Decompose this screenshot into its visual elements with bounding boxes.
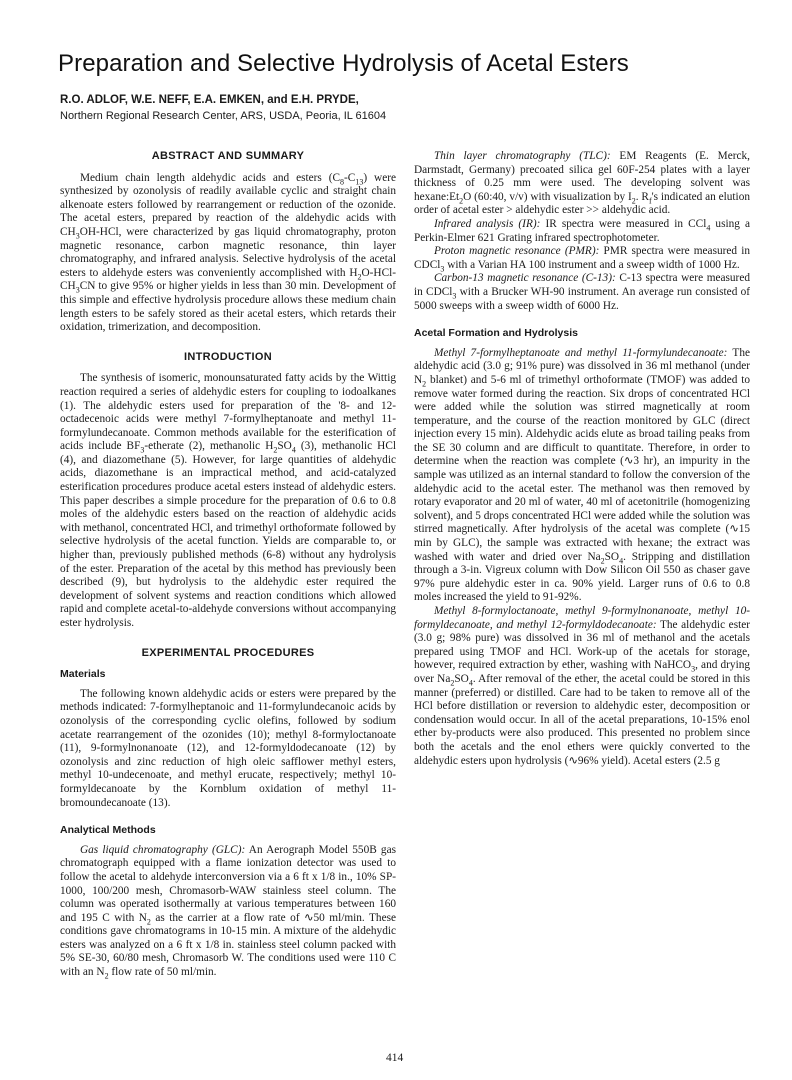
acetal-paragraph-2: Methyl 8-formyloctanoate, methyl 9-formylnonanoate, methyl 10-formyldecanoate, and methyl 12-formyldodecanoate: The aldehydic ester (3.0 g; 98% pure) was dissolved in 36 ml of methanol and the acetals prepared using TMOF and HCl. Work-up of the acetals for storage, however, required extraction by ether, washing with NaHCO$_3$, and drying over $Na_2SO_4$. After removal of the ether, the acetal could be stored in this manner (preferred) or distilled. Care had to be taken to remove all of the HCl before distillation or reversion to aldehydic ester, decomposition or condensation would occur. In all of the acetal preparations, 10-15% enol ether by-products were also produced. This presented no problem since both the acetals and the enol ethers were quickly converted to the aldehydic esters upon hydrolysis (∿96% yield). Acetal esters (2.5 g: [414, 605, 750, 767]
tlc-paragraph: Thin layer chromatography (TLC): EM Reagents (E. Merck, Darmstadt, Germany) precoated silica gel 60F-254 plates with a layer thickness of 0.25 mm were used. The developing solvent was $hexane:Et_2O$ (60:40, v/v) with visualization by $I_2$. $R_f's$ indicated an elution order of acetal ester > aldehydic ester >> aldehydic acid.: [414, 150, 750, 217]
article-title: Preparation and Selective Hydrolysis of Acetal Esters: [58, 50, 629, 77]
abstract-paragraph: Medium chain length aldehydic acids and esters $(C_8-C_{13})$ were synthesized by ozonolysis of readily available cyclic and straight chain alkenoate esters followed by rearrangement or reduction of the ozonide. The acetal esters, prepared by reaction of the aldehydic acids with $CH_3OH$-HCl, were characterized by gas liquid chromatography, proton magnetic resonance, carbon magnetic resonance, thin layer chromatography, and infrared analysis. Selective hydrolysis of the acetal esters to aldehyde esters was conveniently accomplished with $H_2O-HCl-CH_3CN$ to give 95% or higher yields in less than 30 min. Development of this simple and effective hydrolysis procedure allows these medium chain length esters to be safely stored as their acetal esters, which retards their oxidation, trimerization, and decomposition.: [60, 171, 396, 334]
materials-paragraph: The following known aldehydic acids or esters were prepared by the methods indicated: 7-formylheptanoic and 11-formylundecanoic acids by ozonolysis of the corresponding cyclic olefins, followed by sodium acetate rearrangement of the ozonides (10); methyl 8-formyloctanoate (11), 9-formylnonanoate (12), and 12-formyldodecanoate (12) by ozonolysis and zinc reduction of high oleic safflower methyl esters, methyl 10-undecenoate, and methyl erucate, respectively; methyl 10-formyldecanoate by the Kornblum oxidation of methyl 11-bromoundecanoate (13).: [60, 687, 396, 809]
right-column: [414, 150, 750, 1040]
author-list: R.O. ADLOF, W.E. NEFF, E.A. EMKEN, and E.H. PRYDE,: [60, 94, 359, 106]
c13-paragraph: Carbon-13 magnetic resonance (C-13): C-13 spectra were measured in CDCl$_3$ with a Brucker WH-90 instrument. An average run consisted of 5000 sweeps with a sweep width of 6000 Hz.: [414, 272, 750, 312]
author-affiliation: Northern Regional Research Center, ARS, USDA, Peoria, IL 61604: [60, 110, 387, 122]
materials-heading: Materials: [60, 668, 106, 681]
pmr-paragraph: Proton magnetic resonance (PMR): PMR spectra were measured in CDCl$_3$ with a Varian HA 100 instrument and a sweep width of 1000 Hz.: [414, 245, 750, 273]
acetal-formation-heading: Acetal Formation and Hydrolysis: [414, 327, 578, 340]
glc-paragraph: Gas liquid chromatography (GLC): An Aerograph Model 550B gas chromatograph equipped with a flame ionization detector was used to follow the acetal to aldehyde interconversion via a 6 ft x 1/8 in., 10% SP-1000, 100/200 mesh, Chromasorb-WAW stainless steel column. The column was operated isothermally at various temperatures between 160 and 195 C with $N_2$ as the carrier at a flow rate of ∿50 ml/min. These conditions gave chromatograms in 10-15 min. A mixture of the aldehydic esters was analyzed on a 6 ft x 1/8 in. stainless steel column packed with 5% SE-30, 60/80 mesh, Chromasorb W. The conditions used were 110 C with an $N_2$ flow rate of 50 ml/min.: [60, 843, 396, 981]
introduction-heading: INTRODUCTION: [184, 350, 272, 363]
analytical-methods-heading: Analytical Methods: [60, 824, 156, 837]
introduction-paragraph: The synthesis of isomeric, monounsaturated fatty acids by the Wittig reaction required a series of aldehydic esters for coupling to iodoalkanes (1). The aldehydic esters used for preparation of the '8- and 12-octadecenoic acids were methyl 7-formylheptanoate and methyl 11-formylundecanoate. Common methods available for the esterification of acids include $BF_3$-etherate (2), methanolic $H_2SO_4$ (3), methanolic HCl (4), and diazomethane (5). However, for large quantities of aldehydic acids, diazomethane is an impractical method, and acid-catalyzed esterification procedures produce acetal esters instead of aldehydic esters. This paper describes a simple procedure for the preparation of 0.6 to 0.8 moles of the aldehydic esters based on the reaction of aldehydic acids with methanol, concentrated HCl, and trimethyl orthoformate followed by selective hydrolysis of the acetal function. Yields are comparable to, or higher than, previously published methods (6-8) without any hydrolysis of the ester. Preparation of the acetal by this method has previously been described (9), but hydrolysis to the aldehydic ester required the development of solvent systems and reaction conditions which allowed rapid and complete acetal-to-aldehyde conversions without accompanying ester hydrolysis.: [60, 372, 396, 629]
left-column: [60, 150, 396, 1040]
ir-paragraph: Infrared analysis (IR): IR spectra were measured in CCl$_4$ using a Perkin-Elmer 621 Grating infrared spectrophotometer.: [414, 217, 750, 244]
abstract-heading: ABSTRACT AND SUMMARY: [151, 150, 305, 162]
page-number: 414: [386, 1052, 404, 1064]
experimental-heading: EXPERIMENTAL PROCEDURES: [141, 646, 315, 659]
acetal-paragraph-1: Methyl 7-formylheptanoate and methyl 11-formylundecanoate: The aldehydic acid (3.0 g; 91% pure) was dissolved in 36 ml methanol (under $N_2$ blanket) and 5-6 ml of trimethyl orthoformate (TMOF) was added to remove water formed during the reaction. Six drops of concentrated HCl were added while the solution was stirred magnetically at room temperature, and the course of the reaction monitored by GLC (direct injection every 15 min). Aldehydic acids elute as broad tailing peaks from the SE 30 column and are difficult to quantitate. Therefore, in order to determine when the reaction was complete (∿3 hr), an impurity in the sample was utilized as an internal standard to follow the conversion of the aldehydic acid to the acetal ester. The methanol was then removed by rotary evaporator and 20 ml of water, 40 ml of acetonitrile (homogenizing solvent), and 5 drops concentrated HCl were added while the solution was stirred magnetically. After hydrolysis of the acetal was complete (∿15 min by GLC), the sample was extracted with hexane; the extract was washed with water and dried over $Na_2SO_4$. Stripping and distillation through a 3-in. Vigreux column with Dow Silicon Oil 550 as chaser gave 97% pure aldehydic ester in ca. 90% yield. Larger runs of 0.6 to 0.8 moles increased the yield to 91-92%.: [414, 346, 750, 604]
